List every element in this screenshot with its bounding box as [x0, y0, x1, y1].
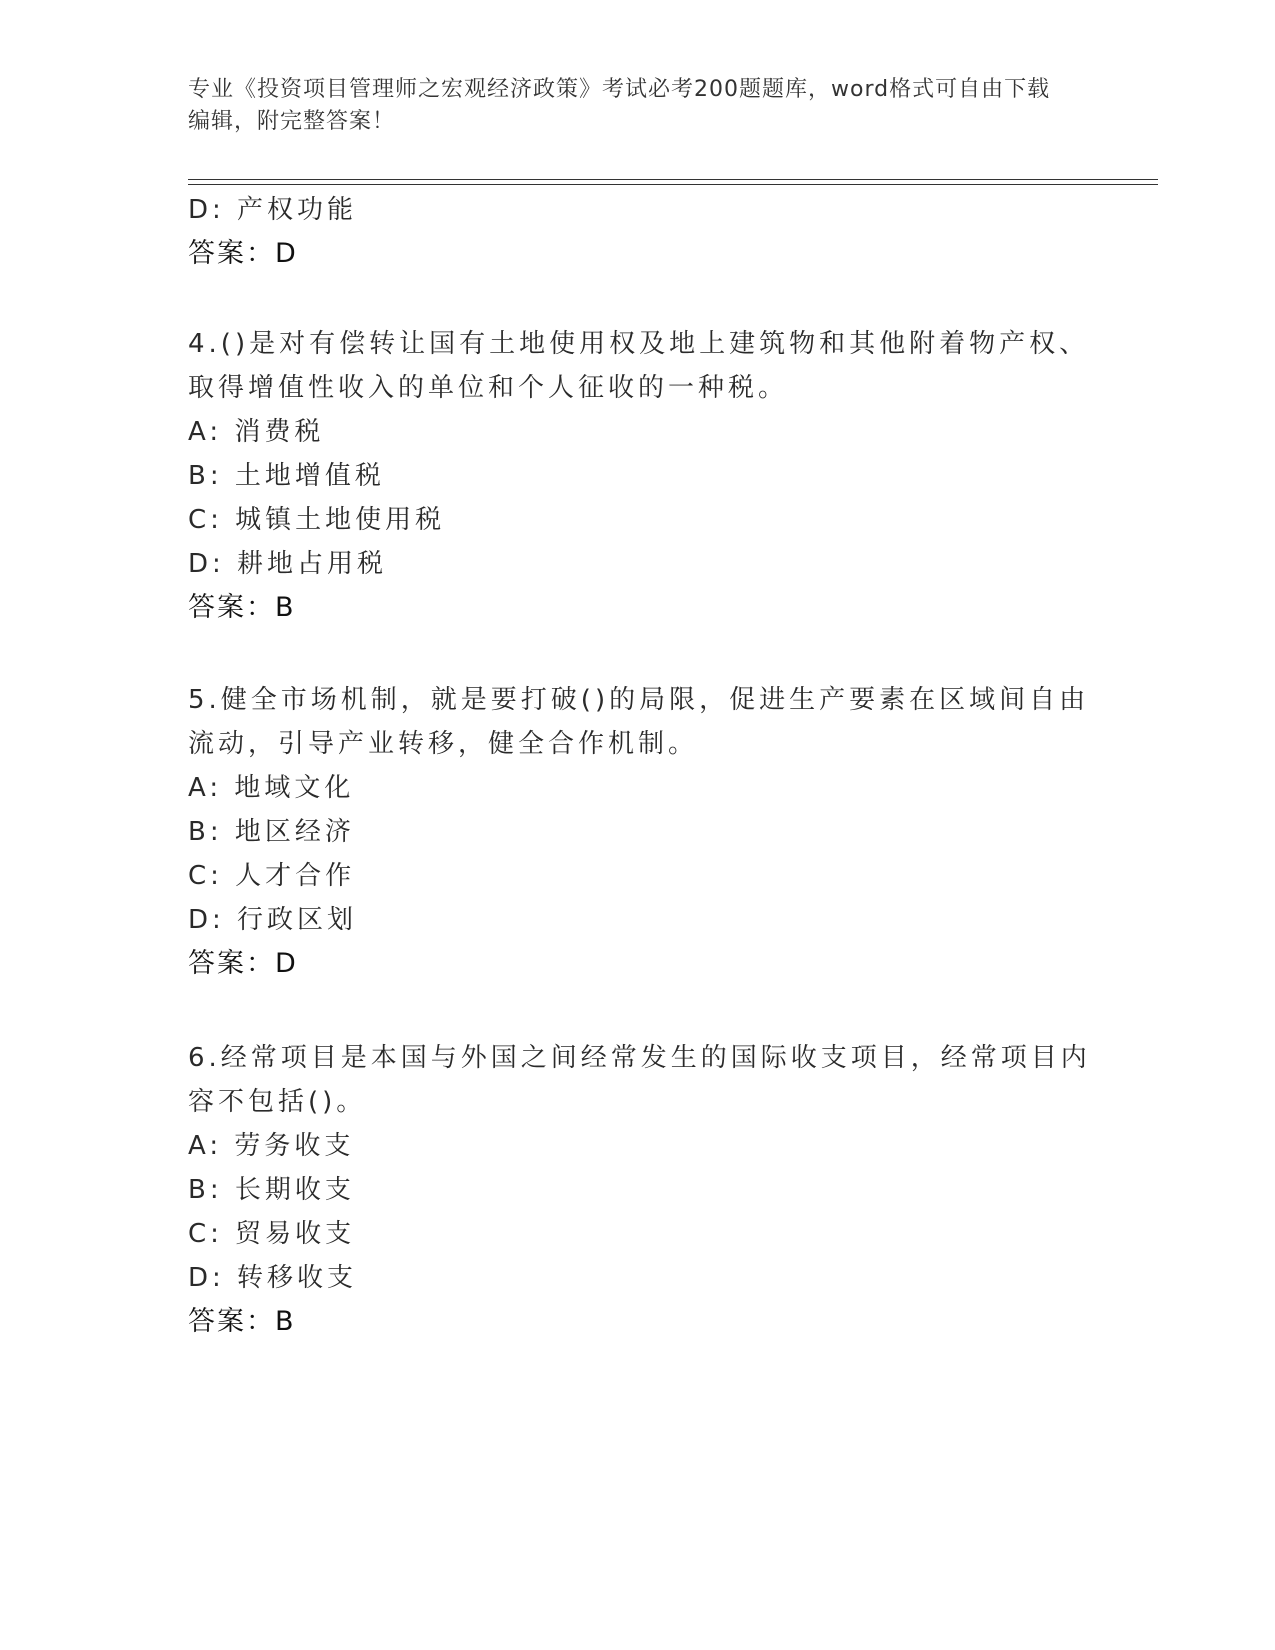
- q5-option-a: A: 地域文化: [188, 773, 355, 803]
- q4-option-d: D: 耕地占用税: [188, 549, 388, 579]
- q6-option-d: D: 转移收支: [188, 1263, 358, 1293]
- q6-option-b: B: 长期收支: [188, 1175, 355, 1205]
- q5-option-d: D: 行政区划: [188, 905, 358, 935]
- header-divider-bottom: [188, 184, 1158, 185]
- q4-option-a: A: 消费税: [188, 417, 325, 447]
- q5-stem-line-2: 流动，引导产业转移，健全合作机制。: [188, 729, 699, 759]
- q5-option-b: B: 地区经济: [188, 817, 355, 847]
- q3-answer: 答案：D: [188, 238, 298, 269]
- q6-option-c: C: 贸易收支: [188, 1219, 356, 1249]
- q4-stem-line-2: 取得增值性收入的单位和个人征收的一种税。: [188, 373, 789, 403]
- q4-answer: 答案：B: [188, 592, 296, 623]
- q6-stem-line-1: 6.经常项目是本国与外国之间经常发生的国际收支项目，经常项目内: [188, 1043, 1091, 1073]
- q5-answer: 答案：D: [188, 948, 298, 979]
- q4-option-b: B: 土地增值税: [188, 461, 385, 491]
- header-divider-top: [188, 179, 1158, 180]
- q4-option-c: C: 城镇土地使用税: [188, 505, 446, 535]
- document-header: 专业《投资项目管理师之宏观经济政策》考试必考200题题库，word格式可自由下载编辑，附完整答案！: [188, 77, 1051, 134]
- q5-stem-line-1: 5.健全市场机制，就是要打破()的局限，促进生产要素在区域间自由: [188, 685, 1090, 715]
- q6-answer: 答案：B: [188, 1306, 296, 1337]
- q4-stem-line-1: 4.()是对有偿转让国有土地使用权及地上建筑物和其他附着物产权、: [188, 329, 1090, 359]
- q6-stem-line-2: 容不包括()。: [188, 1087, 367, 1117]
- q3-option-d: D: 产权功能: [188, 195, 358, 225]
- q6-option-a: A: 劳务收支: [188, 1131, 355, 1161]
- q5-option-c: C: 人才合作: [188, 861, 356, 891]
